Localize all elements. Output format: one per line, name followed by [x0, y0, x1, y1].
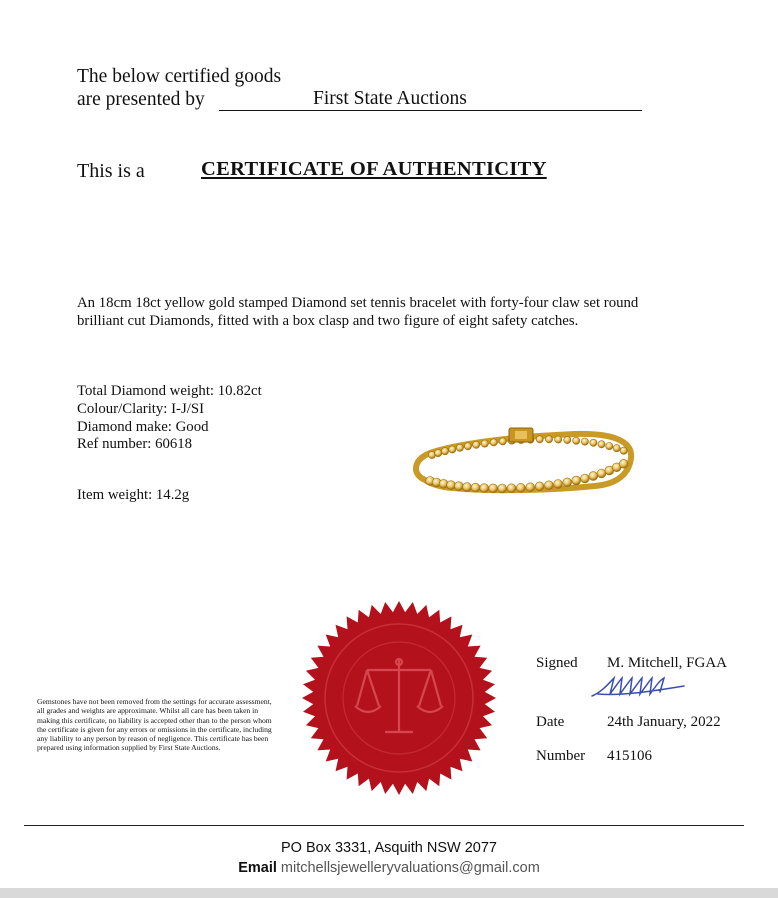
signed-name: M. Mitchell, FGAA	[607, 655, 727, 671]
bracelet-stone	[620, 447, 627, 454]
bracelet-stone	[456, 444, 463, 451]
bracelet-stone	[554, 480, 563, 489]
bracelet-stone	[590, 439, 597, 446]
tennis-bracelet-photo	[405, 422, 641, 500]
bracelet-stone	[481, 440, 488, 447]
bracelet-stone	[498, 484, 507, 493]
footer-email	[0, 860, 778, 876]
date-label: Date	[536, 714, 565, 730]
bracelet-stone	[572, 476, 581, 485]
email-address: mitchellsjewelleryvaluations@gmail.com	[280, 860, 540, 876]
bracelet-stone	[516, 483, 525, 492]
item-description: An 18cm 18ct yellow gold stamped Diamond set tennis bracelet with forty-four claw set round brilliant cut Diamonds, fitted with a box clasp and two figure of eight safety catches.	[77, 295, 639, 329]
date-value: 24th January, 2022	[607, 714, 721, 730]
spec-colour-clarity: Colour/Clarity: I-J/SI	[77, 401, 205, 417]
bracelet-stone	[619, 459, 628, 468]
bracelet-stone	[489, 484, 498, 493]
signed-label: Signed	[536, 655, 578, 671]
bracelet-stone	[471, 483, 480, 492]
clasp-plate	[515, 431, 527, 439]
bracelet-stone	[606, 443, 613, 450]
bracelet-stone	[555, 436, 562, 443]
bracelet-stone	[545, 436, 552, 443]
disclaimer-text: Gemstones have not been removed from the settings for accurate assessment, all grades and weights are approximate. Whilst all care has been taken in making this certificate, no liability is accepted other than to the person whom the certificate is given for any errors or omissions in the certificate, including any liability to any person by reason of negligence. This certificate has been prepared using information supplied by First State Auctions.	[37, 697, 272, 753]
bottom-scrollbar-band	[0, 888, 778, 898]
bracelet-stone	[449, 446, 456, 453]
bracelet-stone	[536, 436, 543, 443]
bracelet-stone	[447, 481, 456, 490]
bracelet-stone	[535, 482, 544, 491]
intro-line-1: The below certified goods	[77, 66, 282, 87]
bracelet-stone	[598, 441, 605, 448]
number-value: 415106	[607, 748, 652, 764]
bracelet-stone	[441, 448, 448, 455]
spec-ref-number: Ref number: 60618	[77, 436, 193, 452]
handwritten-signature	[588, 672, 688, 702]
footer-divider	[24, 825, 744, 826]
bracelet-stone	[490, 439, 497, 446]
bracelet-stone	[526, 483, 535, 492]
red-wax-seal-scales-icon	[301, 600, 497, 796]
bracelet-stone	[464, 443, 471, 450]
bracelet-stone	[507, 484, 516, 493]
bracelet-stone	[589, 472, 598, 481]
intro-line-2: are presented by	[77, 89, 205, 110]
bracelet-stone	[499, 438, 506, 445]
number-label: Number	[536, 748, 586, 764]
bracelet-stone	[545, 481, 554, 490]
bracelet-stone	[435, 450, 442, 457]
spec-item-weight: Item weight: 14.2g	[77, 487, 190, 503]
bracelet-stone	[613, 445, 620, 452]
bracelet-stone	[564, 436, 571, 443]
bracelet-stone	[463, 483, 472, 492]
bracelet-stone	[473, 441, 480, 448]
bracelet-stone	[581, 438, 588, 445]
bracelet-stone	[573, 437, 580, 444]
bracelet-stone	[581, 474, 590, 483]
footer-address: PO Box 3331, Asquith NSW 2077	[280, 840, 497, 856]
email-label: Email	[238, 860, 277, 876]
spec-diamond-make: Diamond make: Good	[77, 419, 209, 435]
bracelet-stone	[563, 478, 572, 487]
certificate-prefix: This is a	[77, 160, 145, 182]
presenter-name: First State Auctions	[313, 88, 467, 109]
bracelet-stone	[480, 484, 489, 493]
certificate-title: CERTIFICATE OF AUTHENTICITY	[201, 158, 547, 180]
bracelet-stone	[454, 482, 463, 491]
spec-total-diamond-weight: Total Diamond weight: 10.82ct	[77, 383, 262, 399]
bracelet-stone	[597, 469, 606, 478]
